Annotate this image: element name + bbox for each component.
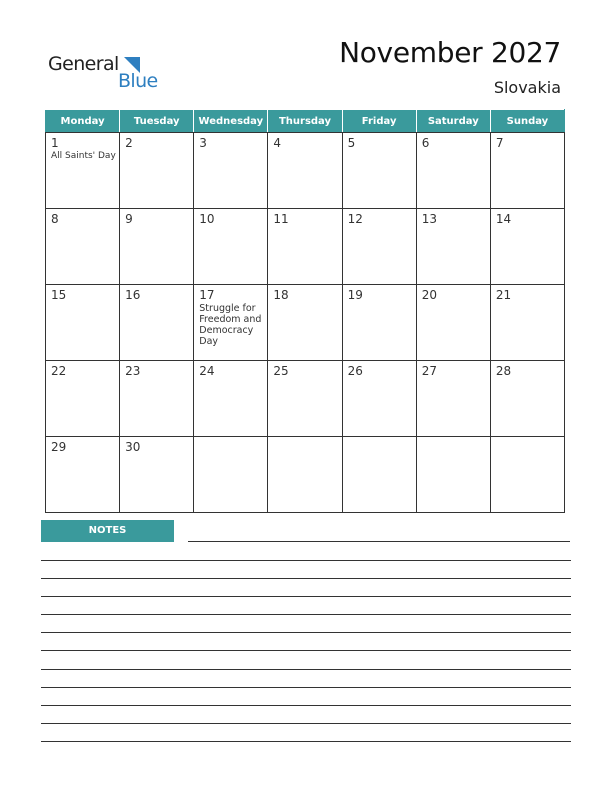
day-cell <box>268 361 342 437</box>
day-cell <box>194 133 268 209</box>
day-number: 2 <box>125 136 133 150</box>
day-number: 27 <box>421 364 437 378</box>
day-cell <box>194 361 268 437</box>
day-cell-empty <box>490 437 564 513</box>
notes-header: NOTES <box>41 520 174 542</box>
day-cell <box>194 209 268 285</box>
day-cell <box>46 209 120 285</box>
notes-line <box>41 650 571 651</box>
day-number: 13 <box>421 212 437 226</box>
day-number: 16 <box>125 288 141 302</box>
day-number: 1 <box>51 136 59 150</box>
week-row <box>46 285 565 361</box>
day-cell <box>268 285 342 361</box>
day-number: 17 <box>199 288 215 302</box>
brand-logo <box>48 53 158 93</box>
day-number: 6 <box>421 136 430 150</box>
day-cell-empty <box>268 437 342 513</box>
calendar-grid <box>45 109 565 513</box>
day-number: 9 <box>125 212 133 226</box>
day-number: 18 <box>273 288 289 302</box>
day-number: 25 <box>273 364 289 378</box>
logo-word-blue: Blue <box>118 70 158 92</box>
day-number: 23 <box>125 364 141 378</box>
day-number: 5 <box>347 136 356 150</box>
day-cell <box>342 209 416 285</box>
day-cell <box>120 209 194 285</box>
day-number: 7 <box>495 136 504 150</box>
notes-line <box>41 578 571 579</box>
day-cell <box>342 285 416 361</box>
day-cell <box>120 285 194 361</box>
notes-line <box>41 723 571 724</box>
day-cell <box>416 209 490 285</box>
week-row <box>46 209 565 285</box>
day-number: 4 <box>273 136 282 150</box>
day-cell <box>416 285 490 361</box>
day-number: 8 <box>51 212 59 226</box>
holiday-label: All Saints' Day <box>51 151 116 161</box>
day-cell-empty <box>194 437 268 513</box>
day-cell <box>46 285 120 361</box>
weekday-header-tuesday: Tuesday <box>120 110 194 133</box>
weekday-header-friday: Friday <box>342 110 416 133</box>
weekday-header-row <box>46 110 565 133</box>
day-cell <box>342 361 416 437</box>
notes-line <box>41 614 571 615</box>
weekday-header-thursday: Thursday <box>268 110 342 133</box>
day-cell <box>268 133 342 209</box>
notes-line <box>41 741 571 742</box>
day-number: 22 <box>51 364 67 378</box>
day-number: 20 <box>421 288 437 302</box>
week-row <box>46 361 565 437</box>
day-cell <box>490 209 564 285</box>
day-number: 19 <box>347 288 363 302</box>
day-cell <box>490 285 564 361</box>
day-number: 12 <box>347 212 363 226</box>
day-number: 29 <box>51 440 67 454</box>
notes-line <box>41 687 571 688</box>
weekday-header-monday: Monday <box>46 110 120 133</box>
day-cell <box>490 361 564 437</box>
day-cell <box>46 437 120 513</box>
weekday-header-saturday: Saturday <box>416 110 490 133</box>
weekday-header-wednesday: Wednesday <box>194 110 268 133</box>
day-cell <box>416 133 490 209</box>
day-cell <box>120 133 194 209</box>
day-cell <box>490 133 564 209</box>
day-number: 21 <box>495 288 512 302</box>
day-cell <box>416 361 490 437</box>
week-row <box>46 133 565 209</box>
notes-line <box>41 560 571 561</box>
day-number: 26 <box>347 364 363 378</box>
holiday-label: Struggle for Freedom and Democracy Day <box>199 303 262 347</box>
day-cell-empty <box>416 437 490 513</box>
day-cell <box>120 361 194 437</box>
day-number: 11 <box>273 212 289 226</box>
day-number: 14 <box>495 212 512 226</box>
day-number: 28 <box>495 364 512 378</box>
day-cell <box>268 209 342 285</box>
page-title: November 2027 <box>339 36 561 69</box>
day-number: 24 <box>199 364 215 378</box>
day-cell <box>120 437 194 513</box>
day-number: 15 <box>51 288 67 302</box>
country-name: Slovakia <box>493 78 561 97</box>
day-number: 10 <box>199 212 215 226</box>
week-row <box>46 437 565 513</box>
notes-line <box>41 596 571 597</box>
notes-line <box>41 669 571 670</box>
day-number: 3 <box>199 136 207 150</box>
day-cell <box>46 133 120 209</box>
notes-line <box>41 632 571 633</box>
logo-word-general: General <box>48 53 119 75</box>
day-number: 30 <box>125 440 141 454</box>
day-cell <box>46 361 120 437</box>
weekday-header-sunday: Sunday <box>490 110 564 133</box>
notes-line <box>41 705 571 706</box>
notes-line <box>188 541 570 542</box>
day-cell <box>342 133 416 209</box>
day-cell <box>194 285 268 361</box>
day-cell-empty <box>342 437 416 513</box>
